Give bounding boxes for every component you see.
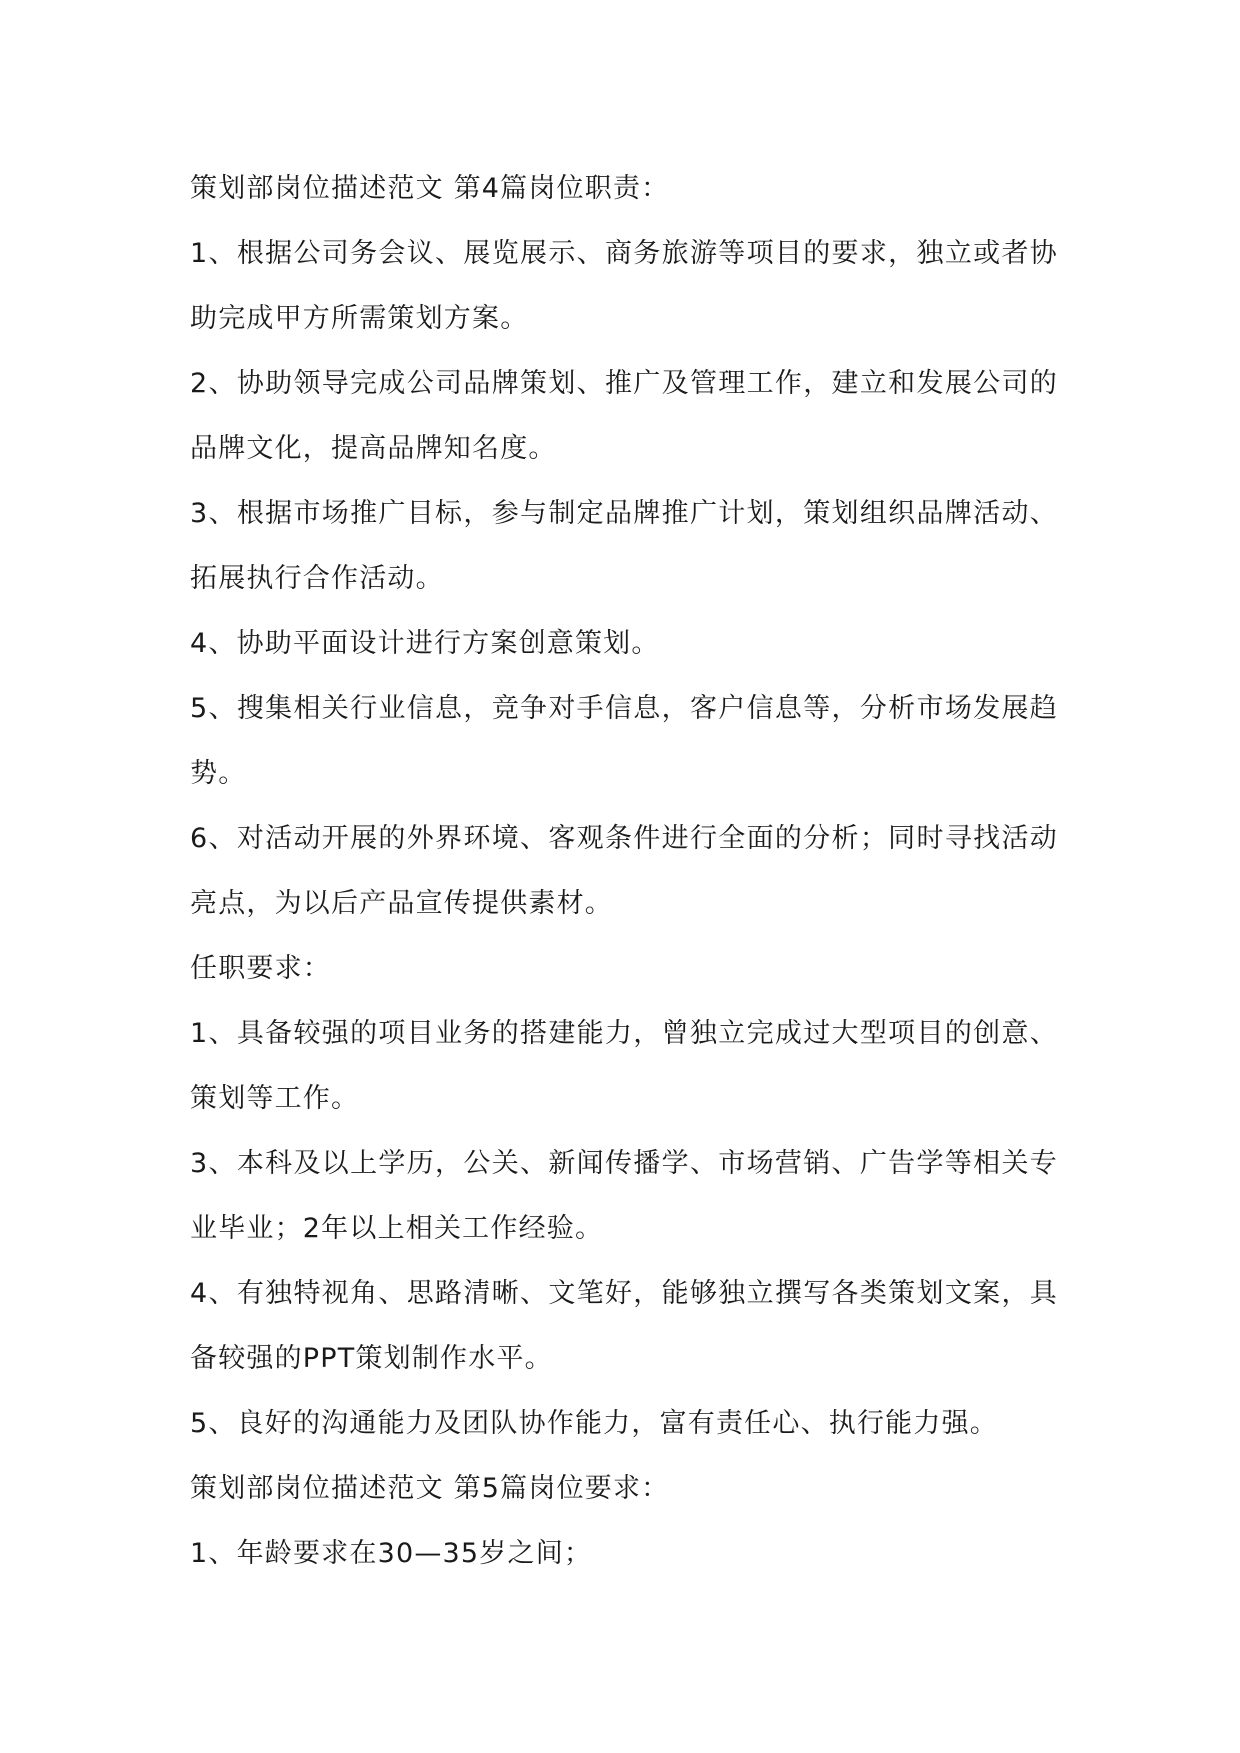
requirement-item: 3、本科及以上学历，公关、新闻传播学、市场营销、广告学等相关专业毕业；2年以上相关工作经验。 [190,1148,1058,1244]
section-heading: 策划部岗位描述范文 第5篇岗位要求： [190,1473,670,1504]
duty-item: 2、协助领导完成公司品牌策划、推广及管理工作，建立和发展公司的品牌文化，提高品牌知名度。 [190,368,1058,464]
document-body [190,156,1058,1586]
duty-item: 1、根据公司务会议、展览展示、商务旅游等项目的要求，独立或者协助完成甲方所需策划方案。 [190,238,1058,334]
requirement-item: 1、具备较强的项目业务的搭建能力，曾独立完成过大型项目的创意、策划等工作。 [190,1018,1058,1114]
duty-item: 5、搜集相关行业信息，竞争对手信息，客户信息等，分析市场发展趋势。 [190,693,1058,789]
requirements-heading: 任职要求： [190,953,331,984]
requirement-item: 5、良好的沟通能力及团队协作能力，富有责任心、执行能力强。 [190,1408,998,1439]
requirement-item: 1、年龄要求在30—35岁之间； [190,1538,593,1569]
duty-item: 3、根据市场推广目标，参与制定品牌推广计划，策划组织品牌活动、拓展执行合作活动。 [190,498,1058,594]
section-heading: 策划部岗位描述范文 第4篇岗位职责： [190,173,670,204]
duty-item: 4、协助平面设计进行方案创意策划。 [190,628,660,659]
requirement-item: 4、有独特视角、思路清晰、文笔好，能够独立撰写各类策划文案，具备较强的PPT策划制作水平。 [190,1278,1058,1374]
duty-item: 6、对活动开展的外界环境、客观条件进行全面的分析；同时寻找活动亮点，为以后产品宣传提供素材。 [190,823,1058,919]
